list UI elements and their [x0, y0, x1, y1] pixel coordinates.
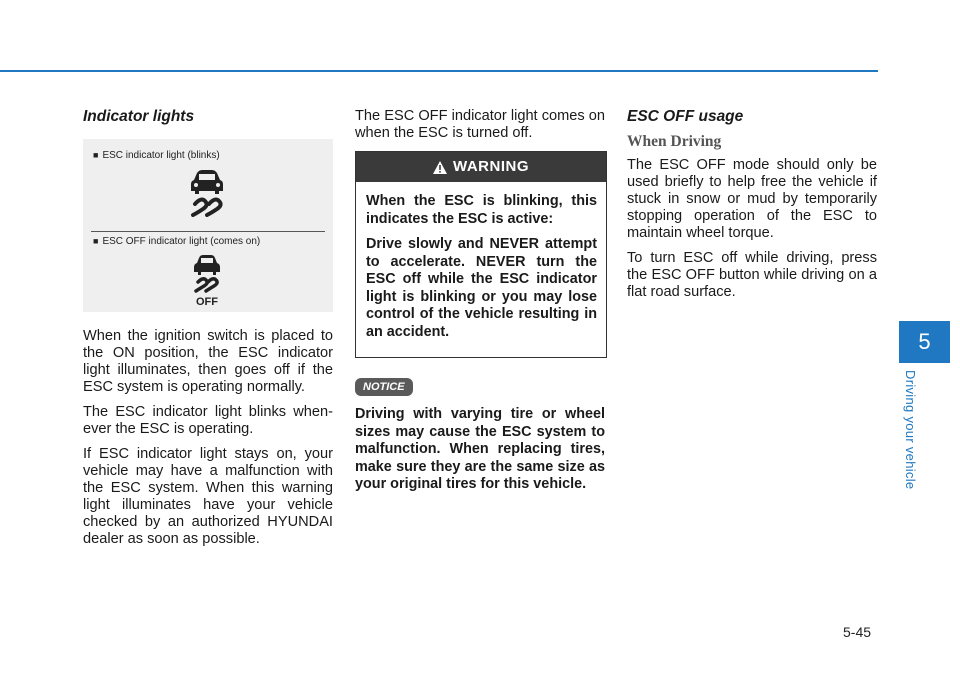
chapter-label	[903, 370, 926, 500]
section-heading: ESC OFF usage	[627, 108, 744, 125]
figure-caption-2	[93, 236, 260, 247]
subheading: When Driving	[627, 133, 722, 150]
notice-badge: NOTICE	[355, 378, 413, 396]
paragraph: To turn ESC off while driving, press the ESC OFF button while driving on a flat road surface.	[627, 250, 877, 300]
warning-title: WARNING	[453, 158, 529, 175]
esc-indicator-icon	[189, 169, 225, 217]
warning-header	[356, 152, 606, 182]
caption-text: ESC OFF indicator light (comes on)	[102, 236, 261, 247]
notice-text: Driving with varying tire or wheel sizes may cause the ESC system to malfunction. When replacing tires, make sure they are the same size as your original tires for this vehicle.	[355, 406, 605, 492]
figure-caption-1	[93, 150, 220, 161]
column-3	[627, 108, 877, 309]
paragraph: The ESC OFF indicator light comes on when the ESC is turned off.	[355, 108, 605, 141]
paragraph: The ESC OFF mode should only be used briefly to help free the vehicle if stuck in snow or mud by temporarily stopping operation of the ESC to maintain wheel torque.	[627, 157, 877, 241]
off-label: OFF	[196, 296, 218, 306]
bullet: ■	[93, 150, 99, 160]
caption-text: ESC indicator light (blinks)	[102, 150, 220, 161]
paragraph: The ESC indicator light blinks when-ever the ESC is operating.	[83, 404, 333, 437]
top-rule	[0, 70, 878, 72]
column-2	[355, 108, 605, 502]
figure-divider	[91, 231, 325, 232]
esc-off-indicator-icon	[189, 254, 225, 306]
warning-paragraph: Drive slowly and NEVER attempt to accelerate. NEVER turn the ESC off while the ESC indicator light is blinking or you may lose control of the vehicle resulting in an accident.	[366, 236, 597, 340]
section-heading: Indicator lights	[83, 108, 195, 125]
column-1	[83, 108, 333, 556]
indicator-figure	[83, 139, 333, 312]
page-number: 5-45	[843, 624, 872, 640]
warning-triangle-icon	[433, 161, 447, 174]
paragraph: When the ignition switch is placed to the ON position, the ESC indicator light illuminates, then goes off if the ESC system is operating normally.	[83, 328, 333, 395]
warning-paragraph: When the ESC is blinking, this indicates the ESC is active:	[366, 193, 597, 227]
bullet: ■	[93, 236, 99, 246]
chapter-tab: 5	[899, 321, 950, 363]
warning-box	[355, 151, 607, 358]
warning-body	[356, 182, 606, 357]
chapter-title: Driving your vehicle	[903, 370, 918, 490]
paragraph: If ESC indicator light stays on, your vehicle may have a malfunction with the ESC system. When this warning light illuminates have your vehicle checked by an authorized HYUNDAI dealer as soon as possible.	[83, 446, 333, 547]
